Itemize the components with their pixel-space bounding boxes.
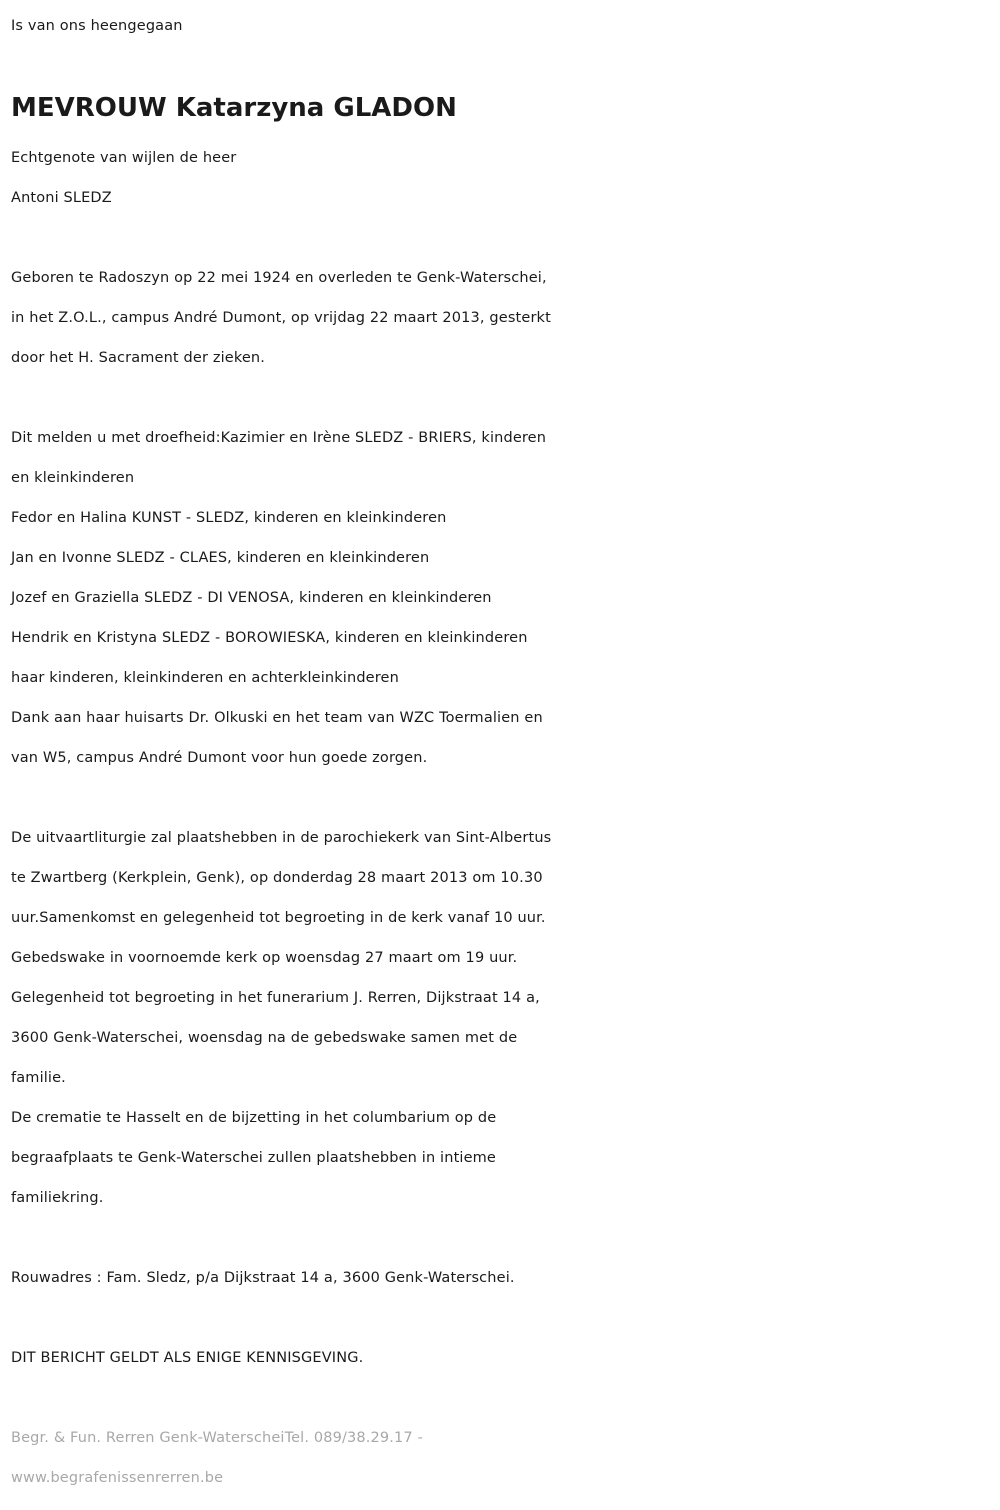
paragraph-line: door het H. Sacrament der zieken.	[11, 350, 266, 366]
paragraph-line: Fedor en Halina KUNST - SLEDZ, kinderen en kleinkinderen	[11, 510, 447, 526]
spacer	[11, 1298, 991, 1338]
spacer	[11, 778, 991, 818]
spacer	[11, 1218, 991, 1258]
paragraph-line: familiekring.	[11, 1190, 104, 1206]
death-notice	[11, 6, 991, 1498]
paragraph-line: De crematie te Hasselt en de bijzetting in het columbarium op de	[11, 1110, 497, 1126]
paragraph-line: van W5, campus André Dumont voor hun goede zorgen.	[11, 750, 428, 766]
paragraph-line: Gebedswake in voornoemde kerk op woensdag 27 maart om 19 uur.	[11, 950, 518, 966]
spouse-section	[11, 138, 991, 218]
birth-death-paragraph	[11, 258, 991, 378]
notice-statement: DIT BERICHT GELDT ALS ENIGE KENNISGEVING.	[11, 1350, 364, 1366]
footer-website: www.begrafenissenrerren.be	[11, 1470, 224, 1486]
paragraph-line: Hendrik en Kristyna SLEDZ - BOROWIESKA, kinderen en kleinkinderen	[11, 630, 528, 646]
paragraph-line: uur.Samenkomst en gelegenheid tot begroeting in de kerk vanaf 10 uur.	[11, 910, 546, 926]
paragraph-line: Dit melden u met droefheid:Kazimier en Irène SLEDZ - BRIERS, kinderen	[11, 430, 547, 446]
funeral-home-footer	[11, 1418, 991, 1498]
spacer	[11, 218, 991, 258]
spouse-line: Antoni SLEDZ	[11, 190, 112, 206]
paragraph-line: familie.	[11, 1070, 66, 1086]
spacer	[11, 378, 991, 418]
paragraph-line: 3600 Genk-Waterschei, woensdag na de gebedswake samen met de	[11, 1030, 518, 1046]
paragraph-line: te Zwartberg (Kerkplein, Genk), op donderdag 28 maart 2013 om 10.30	[11, 870, 543, 886]
spacer	[11, 1378, 991, 1418]
mourning-address: Rouwadres : Fam. Sledz, p/a Dijkstraat 14 a, 3600 Genk-Waterschei.	[11, 1270, 515, 1286]
paragraph-line: De uitvaartliturgie zal plaatshebben in de parochiekerk van Sint-Albertus	[11, 830, 552, 846]
paragraph-line: Dank aan haar huisarts Dr. Olkuski en het team van WZC Toermalien en	[11, 710, 543, 726]
paragraph-line: Jozef en Graziella SLEDZ - DI VENOSA, kinderen en kleinkinderen	[11, 590, 492, 606]
paragraph-line: begraafplaats te Genk-Waterschei zullen plaatshebben in intieme	[11, 1150, 496, 1166]
paragraph-line: Gelegenheid tot begroeting in het funerarium J. Rerren, Dijkstraat 14 a,	[11, 990, 540, 1006]
deceased-name: MEVROUW Katarzyna GLADON	[11, 93, 457, 123]
paragraph-line: haar kinderen, kleinkinderen en achterkleinkinderen	[11, 670, 399, 686]
footer-line: Begr. & Fun. Rerren Genk-WaterscheiTel. 089/38.29.17 -	[11, 1430, 423, 1446]
intro-text: Is van ons heengegaan	[11, 18, 183, 34]
ceremony-paragraph	[11, 818, 991, 1218]
paragraph-line: en kleinkinderen	[11, 470, 135, 486]
paragraph-line: Geboren te Radoszyn op 22 mei 1924 en overleden te Genk-Waterschei,	[11, 270, 547, 286]
spouse-line: Echtgenote van wijlen de heer	[11, 150, 237, 166]
paragraph-line: Jan en Ivonne SLEDZ - CLAES, kinderen en kleinkinderen	[11, 550, 430, 566]
paragraph-line: in het Z.O.L., campus André Dumont, op vrijdag 22 maart 2013, gesterkt	[11, 310, 551, 326]
mourners-paragraph	[11, 418, 991, 778]
